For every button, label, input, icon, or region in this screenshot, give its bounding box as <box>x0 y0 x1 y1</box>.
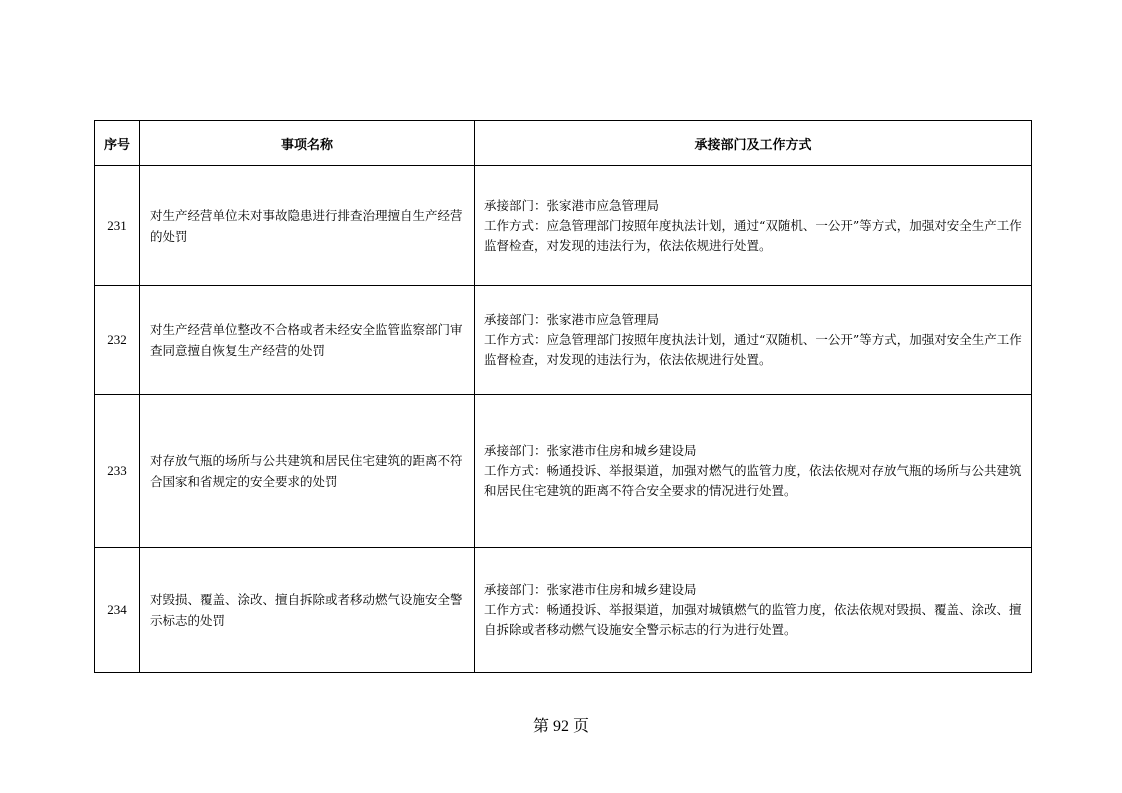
table-row <box>95 548 1032 673</box>
row-seq: 234 <box>95 548 140 673</box>
matters-table <box>94 120 1032 673</box>
row-department: 承接部门：张家港市住房和城乡建设局 <box>484 443 697 458</box>
header-seq: 序号 <box>95 121 140 166</box>
row-seq: 232 <box>95 286 140 395</box>
row-dept-cell <box>475 395 1032 548</box>
row-work-method: 工作方式：应急管理部门按照年度执法计划，通过“双随机、一公开”等方式，加强对安全生产工作监督检查，对发现的违法行为，依法依规进行处置。 <box>484 217 1022 253</box>
row-work-method: 工作方式：畅通投诉、举报渠道，加强对城镇燃气的监管力度，依法依规对毁损、覆盖、涂改、擅自拆除或者移动燃气设施安全警示标志的行为进行处置。 <box>484 602 1022 637</box>
row-department: 承接部门：张家港市应急管理局 <box>484 312 660 327</box>
row-work-method: 工作方式：应急管理部门按照年度执法计划，通过“双随机、一公开”等方式，加强对安全生产工作监督检查，对发现的违法行为，依法依规进行处置。 <box>484 332 1022 367</box>
row-dept-cell <box>475 548 1032 673</box>
row-seq: 233 <box>95 395 140 548</box>
header-dept: 承接部门及工作方式 <box>475 121 1032 166</box>
row-seq: 231 <box>95 166 140 286</box>
row-matter-name: 对生产经营单位未对事故隐患进行排查治理擅自生产经营的处罚 <box>140 166 475 286</box>
row-department: 承接部门：张家港市应急管理局 <box>484 197 660 213</box>
row-matter-name: 对毁损、覆盖、涂改、擅自拆除或者移动燃气设施安全警示标志的处罚 <box>140 548 475 673</box>
row-dept-cell <box>475 166 1032 286</box>
row-matter-name: 对存放气瓶的场所与公共建筑和居民住宅建筑的距离不符合国家和省规定的安全要求的处罚 <box>140 395 475 548</box>
table-row <box>95 166 1032 286</box>
row-department: 承接部门：张家港市住房和城乡建设局 <box>484 582 697 597</box>
row-work-method: 工作方式：畅通投诉、举报渠道，加强对燃气的监管力度，依法依规对存放气瓶的场所与公共建筑和居民住宅建筑的距离不符合安全要求的情况进行处置。 <box>484 463 1022 498</box>
table-row <box>95 395 1032 548</box>
table-header-row <box>95 121 1032 166</box>
header-name: 事项名称 <box>140 121 475 166</box>
row-dept-cell <box>475 286 1032 395</box>
page-number: 第 92 页 <box>532 718 589 735</box>
table-row <box>95 286 1032 395</box>
row-matter-name: 对生产经营单位整改不合格或者未经安全监管监察部门审查同意擅自恢复生产经营的处罚 <box>140 286 475 395</box>
